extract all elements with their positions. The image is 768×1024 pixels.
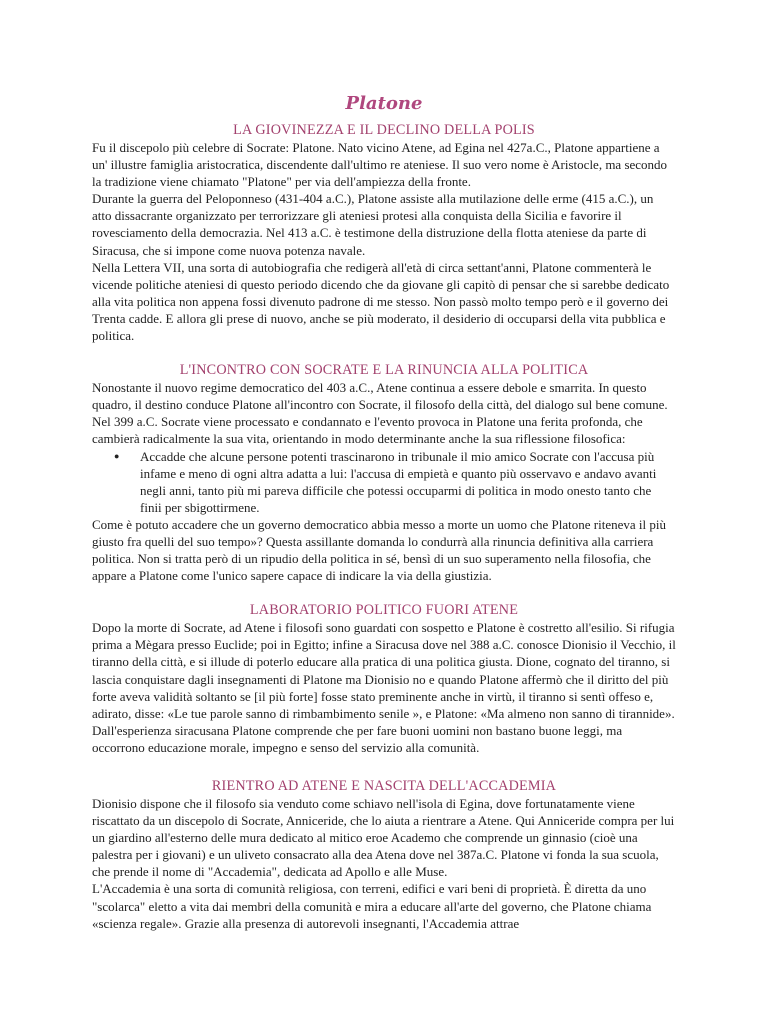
paragraph: Nella Lettera VII, una sorta di autobiografia che redigerà all'età di circa settant'anni, Platone commenterà le vicende politiche ateniesi di questo periodo dicendo che da giovane gli capitò di pensar che si sarebbe dedicato alla vita politica non appena fossi divenuto padrone di me stesso. Non passò molto tempo però e il governo dei Trenta cadde. E allora gli prese di nuovo, anche se più moderato, il desiderio di occuparsi della vita pubblica e politica. [92, 259, 670, 344]
section-heading: LABORATORIO POLITICO FUORI ATENE [249, 602, 519, 619]
paragraph: Come è potuto accadere che un governo democratico abbia messo a morte un uomo che Platone riteneva il più giusto fra quelli del suo tempo»? Questa assillante domanda lo condurrà alla rinuncia definitiva alla carriera politica. Non si tratta però di un ripudio della politica in sé, bensì di un suo superamento nella filosofia, che appare a Platone come l'unico sapere capace di indicare la via della giustizia. [92, 516, 666, 584]
quote-list [92, 448, 676, 516]
section-heading: LA GIOVINEZZA E IL DECLINO DELLA POLIS [233, 122, 535, 138]
section-heading: L'INCONTRO CON SOCRATE E LA RINUNCIA ALLA POLITICA [179, 362, 589, 379]
section-giovinezza [92, 122, 676, 344]
paragraph: Dionisio dispone che il filosofo sia venduto come schiavo nell'isola di Egina, dove fortunatamente viene riscattato da un discepolo di Socrate, Anniceride, che lo aiuta a rientrare a Atene. Qui Anniceride compra per lui un giardino all'esterno delle mura dedicato al mitico eroe Academo che comprende un ginnasio (cioè una palestra per i giovani) e un uliveto consacrato alla dea Atena dove nel 387a.C. Platone vi fonda la sua scuola, che prende il nome di "Accademia", dedicata ad Apollo e alle Muse. [92, 796, 675, 880]
page-title: Platone [345, 93, 423, 114]
quote-list-item: ● Accadde che alcune persone potenti trascinarono in tribunale il mio amico Socrate con l'accusa più infame e meno di ogni altra adatta a lui: l'accusa di empietà e quanto più osservavo e andavo avanti negli anni, tanto più mi pareva difficile che potessi occuparmi di politica in modo onesto tanto che finii per sbigottirmene. [140, 448, 676, 516]
paragraph: Fu il discepolo più celebre di Socrate: Platone. Nato vicino Atene, ad Egina nel 427a.C., Platone appartiene a un' illustre famiglia aristocratica, discendente dall'ultimo re ateniese. Il suo vero nome è Aristocle, ma secondo la tradizione viene chiamato "Platone" per via dell'ampiezza della fronte. [92, 140, 668, 190]
section-laboratorio-politico [92, 602, 676, 756]
paragraph: Durante la guerra del Peloponneso (431-404 a.C.), Platone assiste alla mutilazione delle erme (415 a.C.), un atto dissacrante organizzato per terrorizzare gli ateniesi protesi alla conquista della Sicilia e favorire il rovesciamento della democrazia. Nel 413 a.C. è testimone della distruzione della flotta ateniese da parte di Siracusa, che si impone come nuova potenza navale. [92, 191, 654, 258]
paragraph: Dopo la morte di Socrate, ad Atene i filosofi sono guardati con sospetto e Platone è costretto all'esilio. Si rifugia prima a Mègara presso Euclide; poi in Egitto; infine a Siracusa dove nel 388 a.C. conosce Dionisio il Vecchio, il tiranno della città, e si illude di poterlo educare alla pratica di una politica giusta. Dione, cognato del tiranno, si lascia conquistare dagli insegnamenti di Platone ma Dionisio no e quando Platone affermò che il diritto del più forte aveva validità soltanto se [il più forte] fosse stato preminente anche in virtù, il tiranno si sentì offeso e, adirato, disse: «Le tue parole sanno di rimbambimento senile », e Platone: «Ma almeno non sanno di tirannide». [92, 620, 676, 721]
paragraph: Nonostante il nuovo regime democratico del 403 a.C., Atene continua a essere debole e smarrita. In questo quadro, il destino conduce Platone all'incontro con Socrate, il filosofo della città, del dialogo sul bene comune. Nel 399 a.C. Socrate viene processato e condannato e l'evento provoca in Platone una ferita profonda, che cambierà radicalmente la sua vita, orientando in modo determinante anche la sua riflessione filosofica: [92, 380, 668, 447]
paragraph: Dall'esperienza siracusana Platone comprende che per fare buoni uomini non bastano buone leggi, ma occorrono educazione morale, impegno e senso del servizio alla comunità. [92, 722, 623, 755]
section-accademia [92, 778, 676, 932]
paragraph: L'Accademia è una sorta di comunità religiosa, con terreni, edifici e vari beni di proprietà. È diretta da uno "scolarca" eletto a vita dai membri della comunità e mira a educare all'arte del governo, che Platone chiama «scienza regale». Grazie alla presenza di autorevoli insegnanti, l'Accademia attrae [92, 881, 652, 931]
section-heading: RIENTRO AD ATENE E NASCITA DELL'ACCADEMIA [211, 778, 557, 794]
section-incontro-socrate [92, 362, 676, 584]
